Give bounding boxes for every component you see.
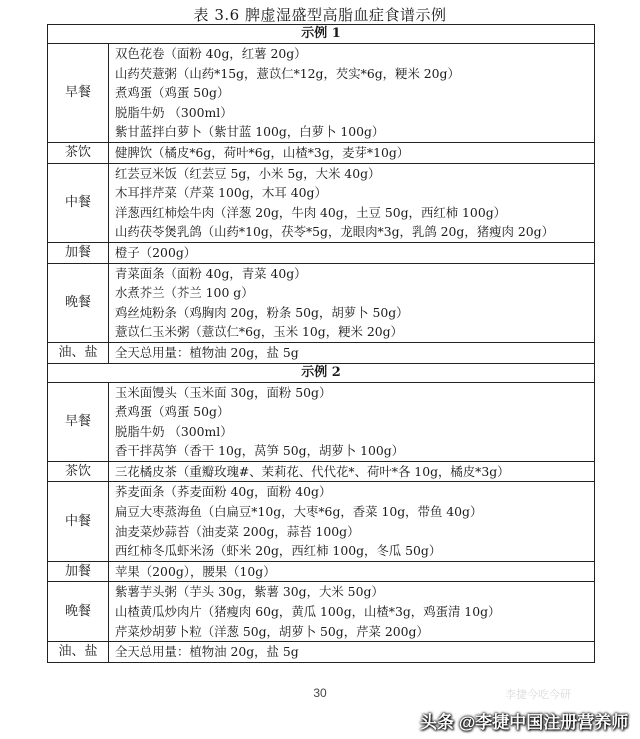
meal-item: 薏苡仁玉米粥（薏苡仁*6g，玉米 10g，粳米 20g）	[115, 324, 403, 340]
meal-item: 荞麦面条（荞麦面粉 40g，面粉 40g）	[115, 484, 332, 500]
meal-item: 全天总用量：植物油 20g，盐 5g	[115, 344, 299, 360]
meal-item: 山药芡薏粥（山药*15g，薏苡仁*12g，芡实*6g，粳米 20g）	[115, 65, 460, 81]
meal-items	[109, 382, 595, 461]
meal-name: 早餐	[48, 44, 109, 143]
meal-row	[48, 482, 595, 561]
meal-items	[109, 263, 595, 342]
meal-name: 茶饮	[48, 461, 109, 482]
meal-item: 水煮芥兰（芥兰 100 g）	[115, 285, 254, 301]
meal-item: 红芸豆米饭（红芸豆 5g，小米 5g，大米 40g）	[115, 165, 381, 181]
meal-item: 芹菜炒胡萝卜粒（洋葱 50g，胡萝卜 50g，芹菜 200g）	[115, 623, 429, 639]
meal-name: 晚餐	[48, 263, 109, 342]
meal-item: 木耳拌芹菜（芹菜 100g，木耳 40g）	[115, 185, 327, 201]
meal-items	[109, 561, 595, 582]
meal-row	[48, 642, 595, 663]
meal-item: 青菜面条（面粉 40g，青菜 40g）	[115, 265, 307, 281]
meal-item: 健脾饮（橘皮*6g，荷叶*6g，山楂*3g，麦芽*10g）	[115, 144, 410, 160]
source-watermark: 头条 @李捷中国注册营养师	[420, 713, 629, 732]
meal-name: 早餐	[48, 382, 109, 461]
meal-item: 西红柿冬瓜虾米汤（虾米 20g，西红柿 100g，冬瓜 50g）	[115, 543, 442, 559]
page-number: 30	[313, 686, 327, 700]
example-label: 示例 2	[48, 363, 595, 382]
example-header-row	[48, 363, 595, 382]
meal-row	[48, 382, 595, 461]
meal-name: 晚餐	[48, 582, 109, 642]
meal-row	[48, 263, 595, 342]
meal-name: 油、盐	[48, 642, 109, 663]
meal-item: 紫甘蓝拌白萝卜（紫甘蓝 100g，白萝卜 100g）	[115, 124, 385, 140]
meal-item: 脱脂牛奶 （300ml）	[115, 104, 233, 120]
meal-item: 玉米面馒头（玉米面 30g，面粉 50g）	[115, 384, 332, 400]
meal-item: 煮鸡蛋（鸡蛋 50g）	[115, 85, 230, 101]
meal-items	[109, 163, 595, 242]
meal-item: 紫薯芋头粥（芋头 30g，紫薯 30g，大米 50g）	[115, 584, 384, 600]
menu-table	[47, 24, 595, 663]
meal-row	[48, 461, 595, 482]
meal-row	[48, 561, 595, 582]
meal-name: 油、盐	[48, 342, 109, 363]
meal-item: 鸡丝炖粉条（鸡胸肉 20g，粉条 50g，胡萝卜 50g）	[115, 304, 409, 320]
meal-name: 加餐	[48, 242, 109, 263]
faint-watermark-text: 李捷今吃今研	[505, 689, 571, 701]
example-label: 示例 1	[48, 25, 595, 44]
meal-item: 煮鸡蛋（鸡蛋 50g）	[115, 404, 230, 420]
meal-items	[109, 242, 595, 263]
meal-items	[109, 482, 595, 561]
meal-item: 全天总用量：植物油 20g，盐 5g	[115, 644, 299, 660]
meal-items	[109, 142, 595, 163]
meal-row	[48, 142, 595, 163]
meal-row	[48, 582, 595, 642]
meal-name: 加餐	[48, 561, 109, 582]
meal-name: 茶饮	[48, 142, 109, 163]
example-header-row	[48, 25, 595, 44]
menu-table-body	[48, 25, 595, 663]
meal-item: 山药茯苓煲乳鸽（山药*10g，茯苓*5g，龙眼肉*3g，乳鸽 20g，猪瘦肉 20g）	[115, 224, 554, 240]
meal-row	[48, 342, 595, 363]
meal-items	[109, 582, 595, 642]
meal-item: 山楂黄瓜炒肉片（猪瘦肉 60g，黄瓜 100g，山楂*3g，鸡蛋清 10g）	[115, 604, 501, 620]
meal-item: 扁豆大枣蒸海鱼（白扁豆*10g，大枣*6g，香菜 10g，带鱼 40g）	[115, 504, 483, 520]
meal-row	[48, 44, 595, 143]
meal-name: 中餐	[48, 482, 109, 561]
meal-item: 香干拌莴笋（香干 10g，莴笋 50g，胡萝卜 100g）	[115, 443, 405, 459]
meal-item: 脱脂牛奶 （300ml）	[115, 423, 233, 439]
meal-items	[109, 642, 595, 663]
table-title: 表 3.6 脾虚湿盛型高脂血症食谱示例	[193, 6, 447, 24]
meal-items	[109, 44, 595, 143]
meal-row	[48, 242, 595, 263]
meal-items	[109, 342, 595, 363]
meal-item: 油麦菜炒蒜苔（油麦菜 200g，蒜苔 100g）	[115, 523, 360, 539]
meal-item: 三花橘皮茶（重瓣玫瑰#、茉莉花、代代花*、荷叶*各 10g，橘皮*3g）	[115, 463, 510, 479]
meal-item: 橙子（200g）	[115, 244, 197, 260]
meal-item: 双色花卷（面粉 40g，红薯 20g）	[115, 46, 307, 61]
meal-item: 洋葱西红柿烩牛肉（洋葱 20g，牛肉 40g，土豆 50g，西红柿 100g）	[115, 204, 507, 220]
meal-item: 苹果（200g），腰果（10g）	[115, 563, 276, 579]
meal-row	[48, 163, 595, 242]
meal-items	[109, 461, 595, 482]
meal-name: 中餐	[48, 163, 109, 242]
